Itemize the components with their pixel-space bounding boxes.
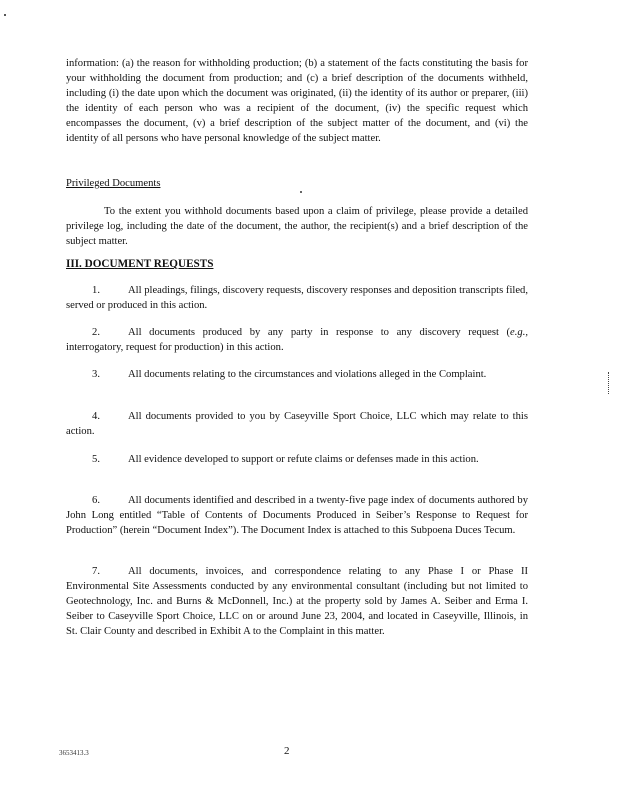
request-text: All documents provided to you by Caseyville Sport Choice, LLC which may relate to this action.: [66, 411, 528, 437]
page-number: 2: [284, 745, 290, 757]
request-item: [66, 453, 528, 468]
scan-speck: [4, 14, 6, 16]
request-item: [66, 284, 528, 314]
request-number: 2.: [92, 327, 100, 338]
document-id: 3653413.3: [59, 749, 89, 757]
request-number: 3.: [92, 369, 100, 380]
document-requests-heading: III. DOCUMENT REQUESTS: [66, 258, 214, 270]
request-text: All pleadings, filings, discovery requests, discovery responses and deposition transcripts filed, served or produced in this action.: [66, 285, 528, 311]
intro-paragraph: information: (a) the reason for withholding production; (b) a statement of the facts constituting the basis for your withholding the document from production; and (c) a brief description of the documents withheld, including (i) the date upon which the document was originated, (ii) the identity of its author or preparer, (iii) the identity of each person who was a recipient of the document, (iv) the specific request which encompasses the document, (v) a brief description of the subject matter of the document, and (vi) the identity of all persons who have personal knowledge of the subject matter.: [66, 58, 528, 144]
request-text: All documents produced by any party in response to any discovery request (: [128, 327, 511, 338]
request-number: 1.: [92, 285, 100, 296]
privileged-documents-heading: Privileged Documents: [66, 178, 161, 189]
request-text-italic: e.g.,: [510, 327, 528, 338]
request-item: [66, 368, 528, 383]
request-number: 4.: [92, 411, 100, 422]
request-text: All documents relating to the circumstances and violations alleged in the Complaint.: [128, 369, 487, 380]
request-item: [66, 410, 528, 440]
request-text: interrogatory, request for production) in this action.: [66, 341, 284, 353]
scan-speck-2: [300, 191, 302, 193]
request-text: All documents, invoices, and correspondence relating to any Phase I or Phase II Environmental Site Assessments conducted by any environmental consultant (including but not limited to Geotechnology, Inc. and Burns & McDonnell, Inc.) at the property sold by James A. Seiber and Erma I. Seiber to Caseyville Sport Choice, LLC on or around June 23, 2004, and located in Caseyville, Illinois, in St. Clair County and described in Exhibit A to the Complaint in this matter.: [66, 566, 528, 637]
request-item: [66, 326, 528, 356]
request-number: 5.: [92, 454, 100, 465]
request-text: All evidence developed to support or refute claims or defenses made in this action.: [128, 454, 479, 465]
privileged-paragraph: [66, 205, 528, 250]
request-text: All documents identified and described in a twenty-five page index of documents authored by John Long entitled “Table of Contents of Documents Produced in Seiber’s Response to Request for Production” (herein “Document Index”). The Document Index is attached to this Subpoena Duces Tecum.: [66, 495, 528, 536]
request-number: 7.: [92, 566, 100, 577]
margin-mark: [608, 372, 610, 394]
privileged-paragraph-text: To the extent you withhold documents based upon a claim of privilege, please provide a detailed privilege log, including the date of the document, the author, the recipient(s) and a brief description of the subject matter.: [66, 206, 528, 247]
request-number: 6.: [92, 495, 100, 506]
request-item: [66, 565, 528, 640]
request-item: [66, 494, 528, 539]
